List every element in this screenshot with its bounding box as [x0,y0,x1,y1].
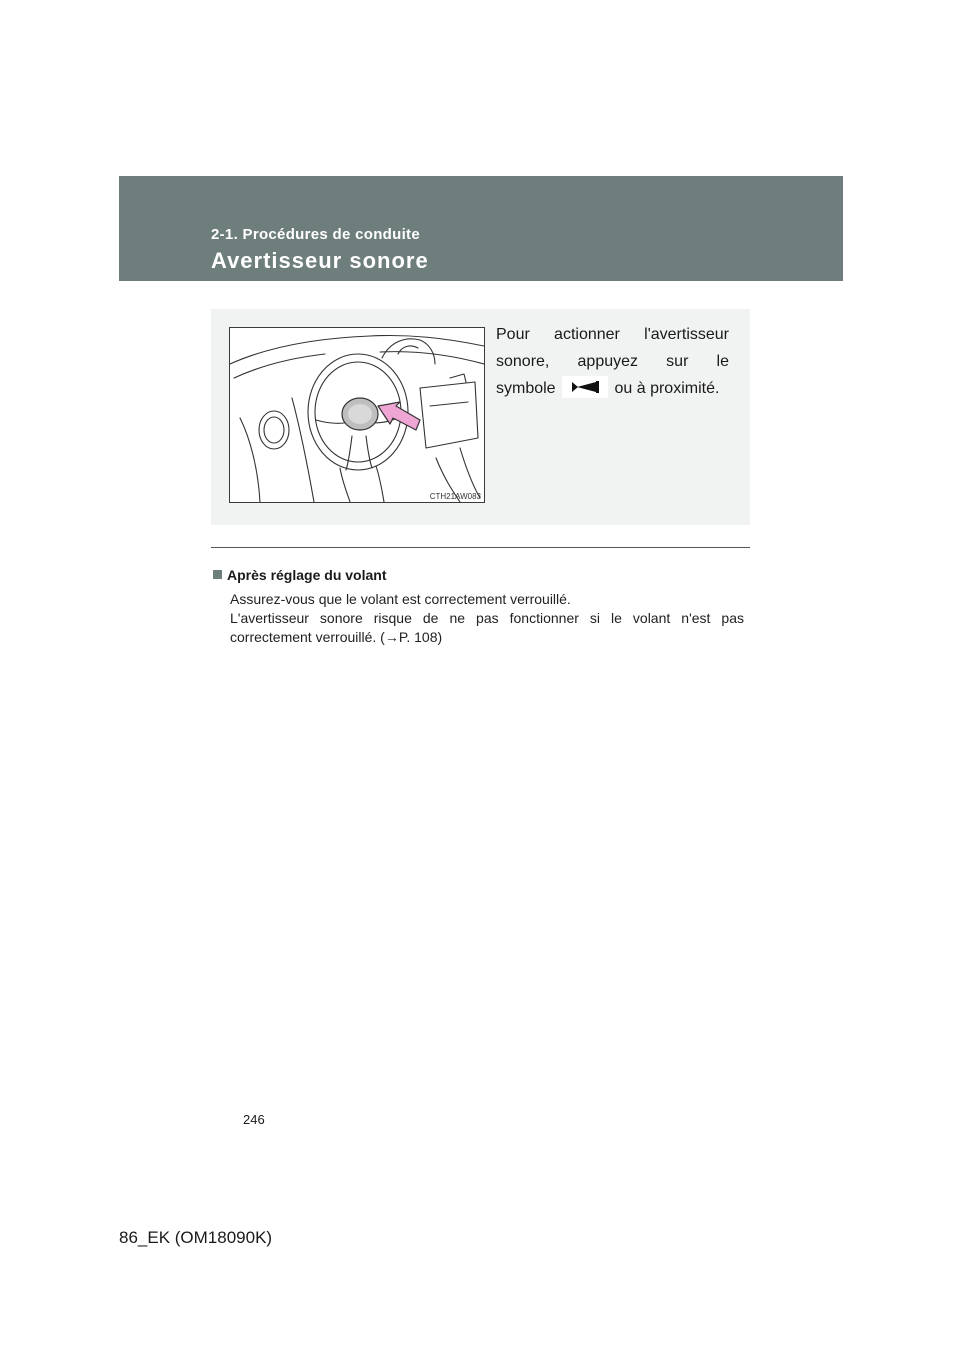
note-line: Assurez-vous que le volant est correctement verrouillé. [230,591,571,607]
instruction-fragment: symbole [496,380,556,397]
note-line: L'avertisseur sonore risque de ne pas fonctionner si le volant n'est pas [230,610,744,626]
steering-wheel-drawing [230,328,484,502]
note-heading [213,567,386,583]
note-heading-text: Après réglage du volant [227,567,387,583]
content-panel [211,309,750,525]
horn-icon [562,376,608,398]
steering-wheel-illustration [229,327,485,503]
instruction-line: sonore, appuyez sur le [496,353,729,370]
instruction-line [496,375,729,402]
note-line: correctement verrouillé. (→P. 108) [230,629,443,645]
instruction-fragment: ou à proximité. [614,380,720,397]
instruction-text [496,321,729,402]
manual-code: 86_EK (OM18090K) [119,1228,273,1247]
horn-symbol [562,376,608,398]
note-body [230,590,744,647]
page-title: Avertisseur sonore [211,248,429,273]
section-divider [211,547,750,548]
header-band [119,176,843,281]
section-label: 2-1. Procédures de conduite [211,226,420,243]
figure-code: CTH21AW083 [429,492,481,501]
page-number: 246 [243,1112,265,1127]
instruction-line: Pour actionner l'avertisseur [496,326,729,343]
bullet-square-icon [213,570,222,579]
